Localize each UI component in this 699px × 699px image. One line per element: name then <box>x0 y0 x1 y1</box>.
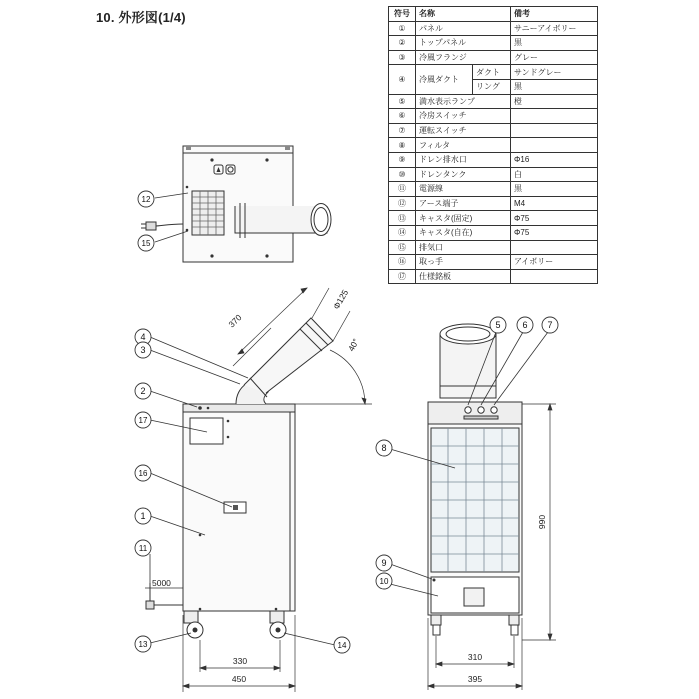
callout-16 <box>135 465 151 481</box>
leader-line <box>150 633 191 643</box>
duct-length-extension <box>233 328 271 366</box>
power-cord <box>156 224 183 226</box>
row-name: フィルタ <box>416 138 511 153</box>
rear-screw <box>186 186 189 189</box>
leader-line <box>150 350 240 384</box>
row-name: 電源線 <box>416 182 511 197</box>
header-remarks: 備考 <box>511 7 598 22</box>
row-name: パネル <box>416 21 511 36</box>
leader-line <box>390 564 432 579</box>
row-name: 満水表示ランプ <box>416 94 511 109</box>
callout-label: 11 <box>138 544 148 553</box>
row-no: ⑫ <box>389 196 416 211</box>
callout-label: 2 <box>140 386 146 396</box>
leader-line <box>150 391 197 407</box>
full-water-lamp <box>465 407 471 413</box>
callout-14 <box>334 637 350 653</box>
diameter-leader <box>333 311 350 341</box>
callout-label: 13 <box>138 640 148 649</box>
side-screw <box>199 608 202 611</box>
callout-2 <box>135 383 151 399</box>
row-no: ⑮ <box>389 240 416 255</box>
caster-mount <box>509 615 519 625</box>
callout-7 <box>542 317 558 333</box>
row-no: ⑨ <box>389 152 416 167</box>
front-width-label: 395 <box>467 674 483 684</box>
row-remarks: アイボリー <box>511 255 598 270</box>
caster-front <box>511 625 518 635</box>
callout-11 <box>135 540 151 556</box>
side-screw <box>227 436 230 439</box>
callout-6 <box>517 317 533 333</box>
spec-nameplate <box>190 418 223 444</box>
power-plug-icon <box>146 222 156 230</box>
row-name: 冷房スイッチ <box>416 109 511 124</box>
dim-arrow <box>362 398 366 404</box>
row-subname: ダクト <box>473 65 511 80</box>
row-no: ⑰ <box>389 269 416 284</box>
side-screw <box>199 534 202 537</box>
cord-length-label: 5000 <box>152 578 171 588</box>
row-no: ③ <box>389 50 416 65</box>
rear-corner <box>285 146 290 150</box>
side-caster-span-label: 330 <box>232 656 248 666</box>
callout-label: 6 <box>522 320 528 330</box>
callout-3 <box>135 342 151 358</box>
page-title: 10. 外形図(1/4) <box>96 10 186 25</box>
row-no: ⑤ <box>389 94 416 109</box>
row-name: アース端子 <box>416 196 511 211</box>
callout-17 <box>135 412 151 428</box>
handle-grip <box>233 505 238 510</box>
row-remarks: 黒 <box>511 79 598 94</box>
diameter-leader <box>312 288 329 318</box>
row-no: ① <box>389 21 416 36</box>
row-no: ⑬ <box>389 211 416 226</box>
side-screw <box>198 406 202 410</box>
control-label-strip <box>464 416 498 419</box>
row-remarks: 白 <box>511 167 598 182</box>
rear-screw <box>210 158 213 161</box>
rear-screw <box>210 254 213 257</box>
row-no: ⑧ <box>389 138 416 153</box>
rear-screw <box>265 158 268 161</box>
height-label: 990 <box>537 514 547 530</box>
row-remarks: Φ75 <box>511 211 598 226</box>
header-name: 名称 <box>416 7 511 22</box>
row-remarks: サニーアイボリー <box>511 21 598 36</box>
row-name: 冷風フランジ <box>416 50 511 65</box>
cooling-switch <box>478 407 484 413</box>
control-panel <box>428 402 522 424</box>
callout-label: 17 <box>138 416 148 425</box>
row-remarks: Φ16 <box>511 152 598 167</box>
row-remarks: 黒 <box>511 36 598 51</box>
callout-1 <box>135 508 151 524</box>
caster-front <box>433 625 440 635</box>
caster-mount <box>184 611 198 623</box>
side-width-label: 450 <box>231 674 247 684</box>
row-remarks: M4 <box>511 196 598 211</box>
callout-label: 15 <box>141 239 151 248</box>
callout-12 <box>138 191 154 207</box>
side-screw <box>275 608 278 611</box>
front-view <box>428 324 522 635</box>
row-name: キャスタ(自在) <box>416 225 511 240</box>
callout-label: 8 <box>381 443 387 453</box>
header-no: 符号 <box>389 7 416 22</box>
callout-label: 5 <box>495 320 501 330</box>
row-no: ⑭ <box>389 225 416 240</box>
leader-line <box>150 337 248 378</box>
callout-label: 9 <box>381 558 387 568</box>
power-plug-icon <box>146 601 154 609</box>
row-name: 冷風ダクト <box>416 65 473 94</box>
row-no: ⑦ <box>389 123 416 138</box>
row-remarks: 黒 <box>511 182 598 197</box>
callout-label: 3 <box>140 345 146 355</box>
callout-label: 7 <box>547 320 553 330</box>
callout-10 <box>376 573 392 589</box>
drain-outlet <box>433 579 436 582</box>
caster-mount <box>270 611 284 623</box>
callout-label: 14 <box>337 641 347 650</box>
rear-corner <box>186 146 191 150</box>
rear-screw <box>265 254 268 257</box>
row-no: ⑥ <box>389 109 416 124</box>
duct-angle-label: 40° <box>345 336 361 353</box>
callout-15 <box>138 235 154 251</box>
row-no: ⑯ <box>389 255 416 270</box>
duct-diameter-label: Φ125 <box>331 287 351 311</box>
callout-label: 12 <box>141 195 151 204</box>
row-name: トップパネル <box>416 36 511 51</box>
callout-5 <box>490 317 506 333</box>
cold-air-duct <box>244 318 333 393</box>
row-name: 排気口 <box>416 240 511 255</box>
row-subname: リング <box>473 79 511 94</box>
callout-label: 10 <box>379 577 389 586</box>
callout-9 <box>376 555 392 571</box>
run-switch <box>491 407 497 413</box>
callout-label: 16 <box>138 469 148 478</box>
side-screw <box>227 420 230 423</box>
row-name: ドレンタンク <box>416 167 511 182</box>
row-name: 仕様銘板 <box>416 269 511 284</box>
row-remarks: サンドグレー <box>511 65 598 80</box>
row-remarks: Φ75 <box>511 225 598 240</box>
callout-label: 4 <box>140 332 146 342</box>
row-remarks: グレー <box>511 50 598 65</box>
leader-line <box>284 633 335 645</box>
row-name: 取っ手 <box>416 255 511 270</box>
side-screw <box>207 407 210 410</box>
side-view <box>146 318 333 638</box>
angle-arc <box>330 350 365 404</box>
caster-mount <box>431 615 441 625</box>
row-name: キャスタ(固定) <box>416 211 511 226</box>
row-no: ⑪ <box>389 182 416 197</box>
rear-view <box>141 146 331 262</box>
row-no: ④ <box>389 65 416 94</box>
row-name: 運転スイッチ <box>416 123 511 138</box>
caster-hub <box>276 628 281 633</box>
row-remarks: 橙 <box>511 94 598 109</box>
row-name: ドレン排水口 <box>416 152 511 167</box>
front-caster-span-label: 310 <box>467 652 483 662</box>
callout-8 <box>376 440 392 456</box>
callout-label: 1 <box>140 511 146 521</box>
drain-tank-handle <box>464 588 484 606</box>
row-no: ⑩ <box>389 167 416 182</box>
duct-length-label: 370 <box>226 312 244 330</box>
caster-hub <box>193 628 198 633</box>
row-no: ② <box>389 36 416 51</box>
callout-13 <box>135 636 151 652</box>
